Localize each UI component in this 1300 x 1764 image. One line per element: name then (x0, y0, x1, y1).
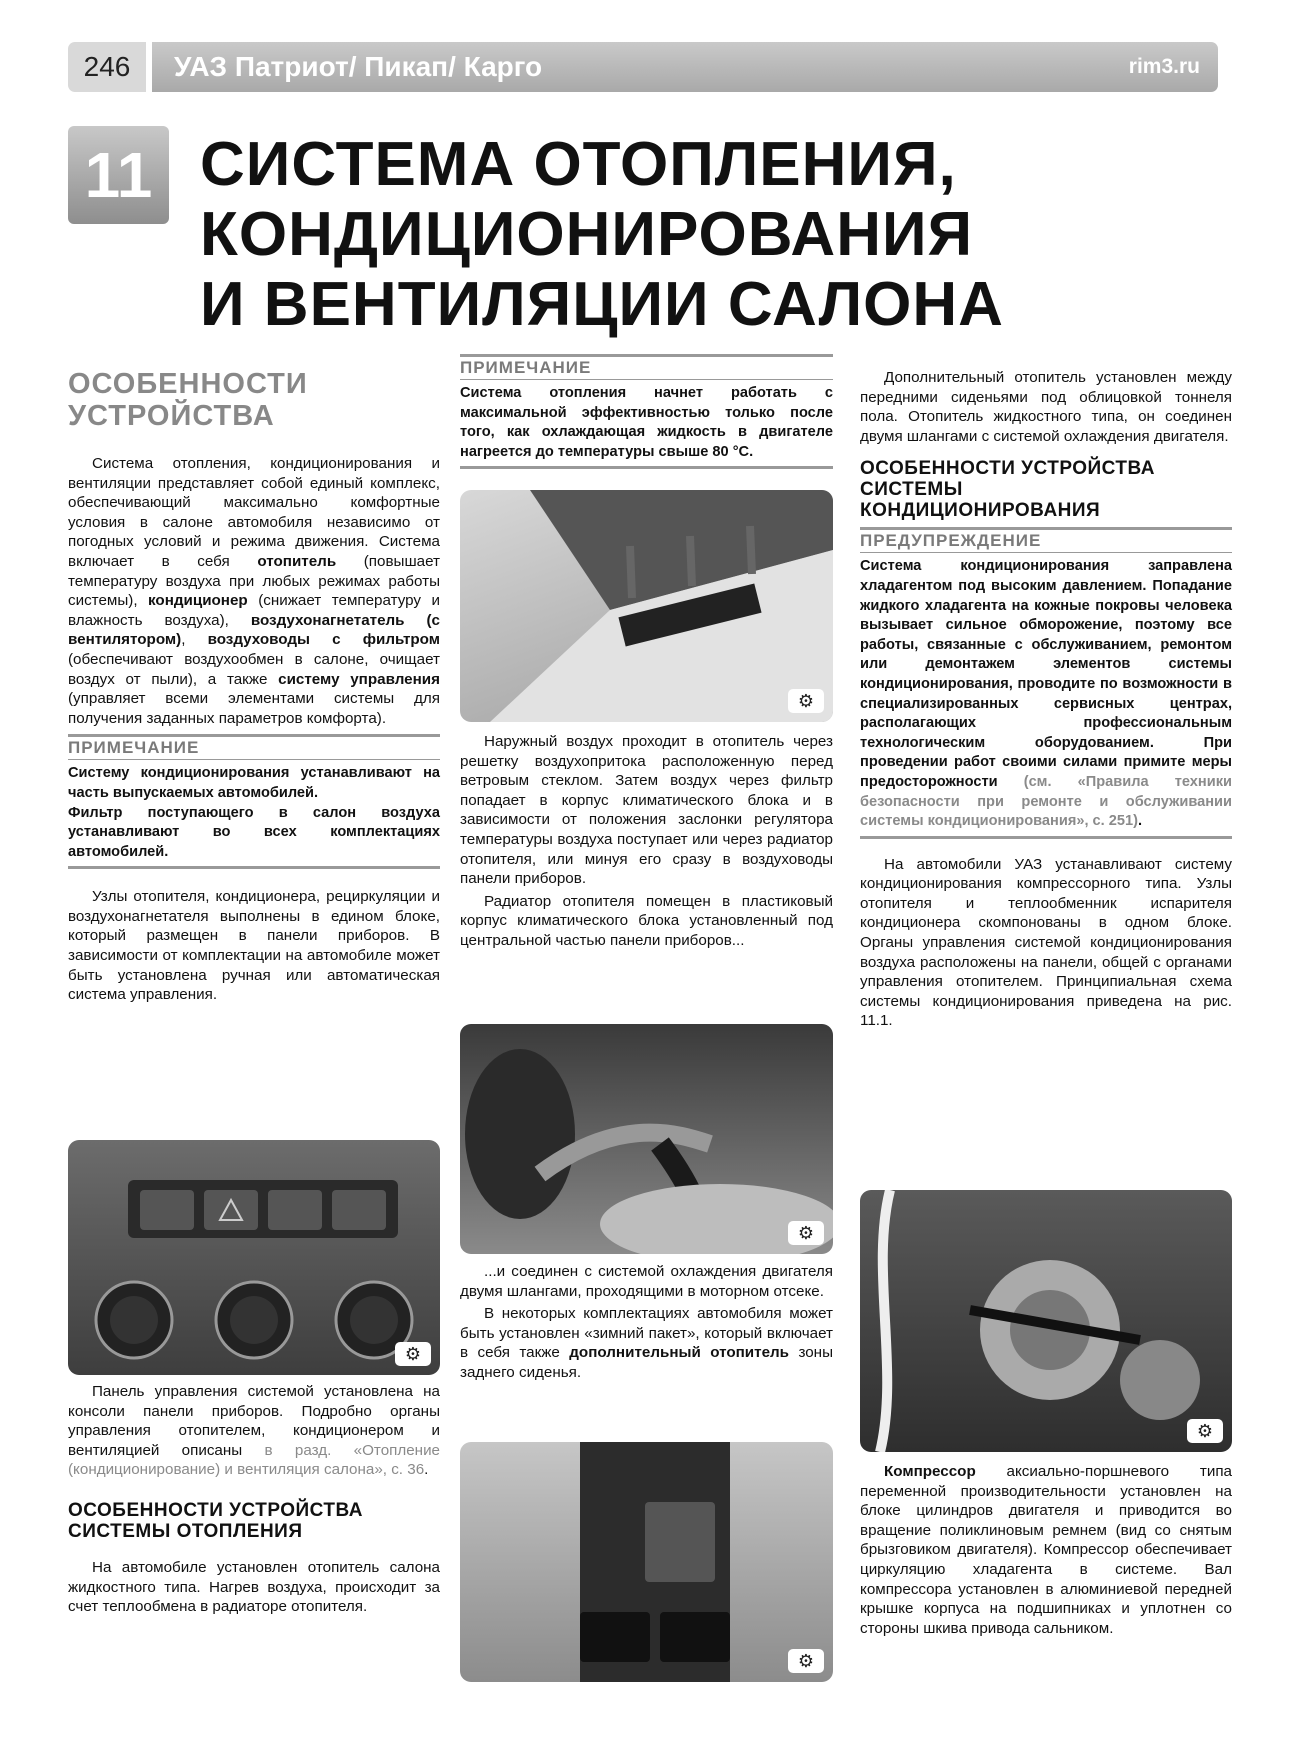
column-2-top (460, 354, 833, 469)
car-wrench-icon: ⚙ (788, 1221, 824, 1245)
windshield-illustration (460, 490, 833, 722)
term: систему управления (278, 670, 440, 688)
note-box (460, 354, 833, 469)
note-text: Фильтр поступающего в салон воздуха устанавливают во всех комплектациях автомобилей. (68, 804, 440, 860)
text: Панель управления системой установлена на консоли панели приборов. Подробно органы управления отопителем, кондиционером и вентиляцией описаны (68, 1383, 440, 1459)
compressor-illustration (860, 1190, 1232, 1452)
text: Система отопления, кондиционирования и вентиляции представляет собой единый комплекс, обеспечивающий максимально комфортные условия в салоне автомобиля независимо от погодных условий и режима движения. Система включает в себя (68, 455, 440, 570)
paragraph: ...и соединен с системой охлаждения двигателя двумя шлангами, проходящими в моторном отсеке. (460, 1263, 833, 1300)
text: (снижает температуру и влажность воздуха), (68, 592, 440, 629)
car-wrench-icon: ⚙ (395, 1342, 431, 1366)
paragraph: На автомобили УАЗ устанавливают систему кондиционирования компрессорного типа. Узлы отопителя и теплообменник испарителя кондиционера скомпонованы в одном блоке. Органы управления системой кондиционирования воздуха расположены на панели, общей с органами управления отопителем. Принципиальная схема системы кондиционирования приведена на рис. 11.1. (860, 855, 1232, 1030)
text: зоны заднего сиденья. (460, 1344, 833, 1381)
car-wrench-icon: ⚙ (788, 1649, 824, 1673)
column-3-lower (860, 1462, 1232, 1641)
text: , (181, 631, 208, 649)
column-1-lower (68, 1382, 440, 1620)
section-heading-line: УСТРОЙСТВА (68, 400, 275, 432)
header-bar (152, 42, 1218, 92)
hoses-illustration (460, 1024, 833, 1254)
text: (обеспечивают воздухообмен в салоне, очищает воздух от пыли), а также (68, 650, 440, 688)
subsection-heading-line: КОНДИЦИОНИРОВАНИЯ (860, 500, 1101, 522)
column-2-middle (460, 732, 833, 954)
text: (управляет всеми элементами системы для получения заданных параметров комфорта). (68, 690, 440, 727)
note-title: ПРИМЕЧАНИЕ (68, 737, 440, 760)
photo-caption (860, 1462, 1232, 1638)
paragraph: Узлы отопителя, кондиционера, рециркуляции и воздухонагнетателя выполнены в едином блоке, который размещен в панели приборов. В зависимости от комплектации на автомобиле может быть установлена ручная или автоматическая система управления. (68, 888, 440, 1004)
car-wrench-icon: ⚙ (788, 689, 824, 713)
control-panel-illustration (68, 1140, 440, 1375)
book-title: УАЗ Патриот/ Пикап/ Карго (174, 51, 543, 82)
chapter-title-line: КОНДИЦИОНИРОВАНИЯ (200, 200, 974, 269)
paragraph: Дополнительный отопитель установлен между передними сиденьями под облицовкой тоннеля пола. Отопитель жидкостного типа, он соединен двумя шлангами с системой охлаждения двигателя. (860, 369, 1232, 445)
subsection-heading-line: ОСОБЕННОСТИ УСТРОЙСТВА (68, 1499, 364, 1521)
site-link[interactable]: rim3.ru (1128, 55, 1200, 78)
rear-heater-photo (460, 1442, 833, 1682)
paragraph (460, 1304, 833, 1382)
text: . (424, 1461, 429, 1479)
warning-title: ПРЕДУПРЕЖДЕНИЕ (860, 530, 1232, 553)
text: . (1138, 813, 1143, 830)
subsection-heading (68, 1500, 440, 1542)
term: Компрессор (884, 1463, 976, 1480)
warning-box (860, 527, 1232, 838)
term: отопитель (257, 552, 337, 570)
cross-reference-link[interactable]: (см. «Правила техники безопасности при ремонте и обслуживании системы кондиционирования», с. 251) (860, 773, 1232, 830)
chapter-title-line: И ВЕНТИЛЯЦИИ САЛОНА (200, 270, 1004, 339)
cross-reference-link[interactable]: в разд. «Отопление (кондиционирование) и вентиляция салона», с. 36 (68, 1441, 440, 1479)
rear-heater-illustration (460, 1442, 833, 1682)
text: (повышает температуру воздуха при любых режимах работы системы), (68, 552, 440, 610)
term: дополнительный отопитель (569, 1344, 790, 1362)
subsection-heading (860, 458, 1232, 521)
photo-caption (68, 1382, 440, 1480)
running-header (68, 42, 1218, 92)
chapter-number: 11 (68, 126, 169, 224)
section-heading (68, 368, 440, 432)
column-2-lower (460, 1262, 833, 1386)
intro-paragraph (68, 454, 440, 728)
column-1 (68, 368, 440, 1008)
text: Система кондиционирования заправлена хладагентом под высоким давлением. Попадание жидкого хладагента на кожные покровы человека вызывает сильное обморожение, поэтому все работы, связанные с обслуживанием, ремонтом или демонтажем элементов системы кондиционирования, проводите по возможности в специализированных сервисных центрах, располагающих профессиональным технологическим оборудованием. При проведении работ своими силами примите меры предосторожности (860, 558, 1232, 790)
text: В некоторых комплектациях автомобиля может быть установлен «зимний пакет», который включает в себя также (460, 1305, 833, 1362)
warning-text (860, 557, 1232, 831)
paragraph: На автомобиле установлен отопитель салона жидкостного типа. Нагрев воздуха, происходит за счет теплообмена в радиаторе отопителя. (68, 1558, 440, 1616)
section-heading-line: ОСОБЕННОСТИ (68, 368, 308, 400)
note-box (68, 734, 440, 869)
heater-hoses-photo (460, 1024, 833, 1254)
paragraph: Радиатор отопителя помещен в пластиковый корпус климатического блока установленный под центральной частью панели приборов... (460, 892, 833, 949)
paragraph: Наружный воздух проходит в отопитель через решетку воздухопритока расположенную перед ветровым стеклом. Затем воздух через фильтр попадает в корпус климатического блока и в зависимости от положения заслонки регулятора температуры воздуха поступает или через радиатор отопителя, или минуя его сразу в воздуховоды панели приборов. (460, 733, 833, 888)
chapter-title-line: СИСТЕМА ОТОПЛЕНИЯ, (200, 130, 957, 199)
term: кондиционер (148, 592, 248, 610)
compressor-photo (860, 1190, 1232, 1452)
subsection-heading-line: СИСТЕМЫ (860, 479, 963, 501)
subsection-heading-line: СИСТЕМЫ ОТОПЛЕНИЯ (68, 1520, 303, 1542)
column-3 (860, 368, 1232, 1034)
windshield-grille-photo (460, 490, 833, 722)
note-text: Система отопления начнет работать с максимальной эффективностью только после того, как охлаждающая жидкость в двигателе нагреется до температуры свыше 80 °С. (460, 385, 833, 460)
term: воздуховоды с фильтром (207, 631, 440, 649)
note-title: ПРИМЕЧАНИЕ (460, 357, 833, 380)
text: аксиально-поршневого типа переменной производительности установлен на блоке цилиндров двигателя и приводится во вращение поликлиновым ремнем (вид со снятым брызговиком двигателя). Компрессор обеспечивает циркуляцию хладагента в системе. Вал компрессора установлен в алюминиевой передней крышке корпуса на подшипниках и уплотнен со стороны шкива привода сальником. (860, 1463, 1232, 1637)
page-number: 246 (68, 42, 146, 92)
note-text: Систему кондиционирования устанавливают на часть выпускаемых автомобилей. (68, 765, 440, 801)
car-wrench-icon: ⚙ (1187, 1419, 1223, 1443)
chapter-title (200, 130, 1200, 340)
subsection-heading-line: ОСОБЕННОСТИ УСТРОЙСТВА (860, 458, 1156, 480)
term: воздухонагнетатель (с вентилятором) (68, 611, 440, 649)
control-panel-photo (68, 1140, 440, 1375)
